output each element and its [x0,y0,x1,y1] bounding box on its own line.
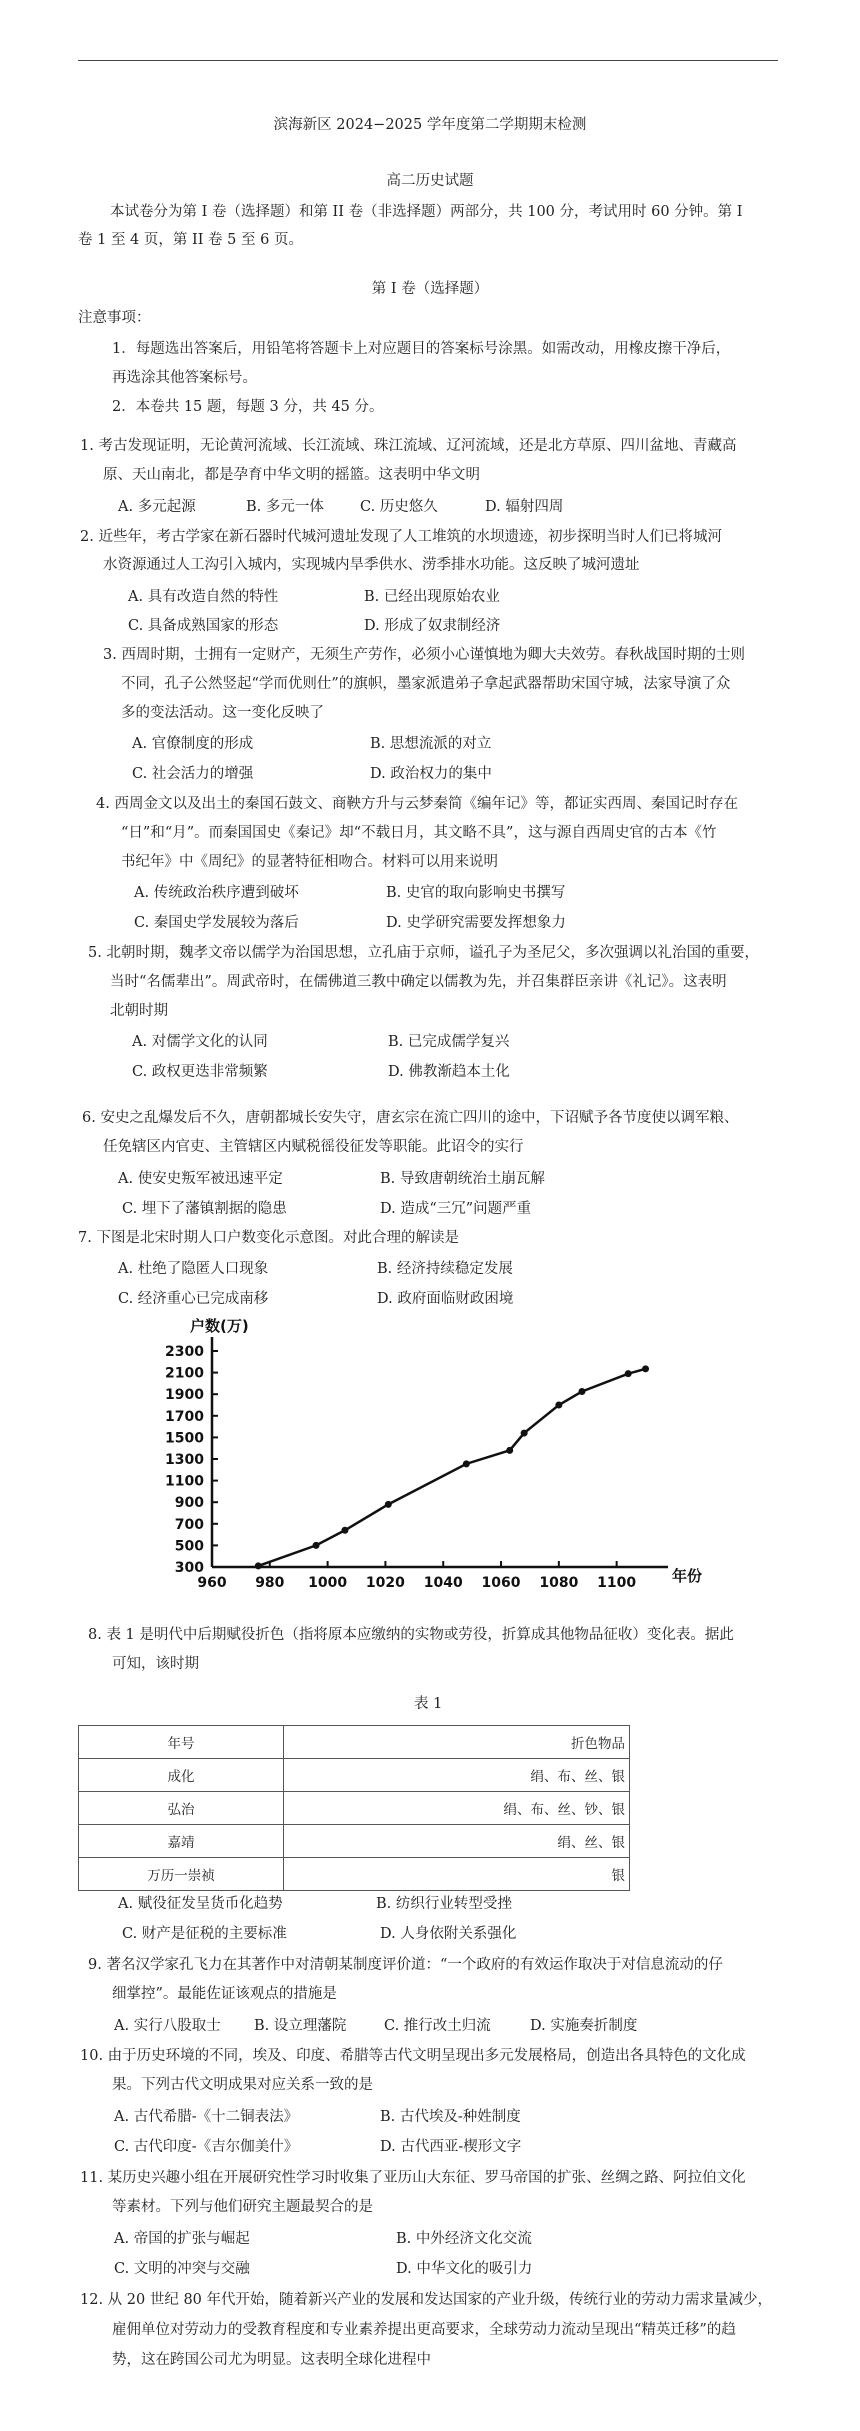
q1-option-d: D. 辐射四周 [485,499,564,515]
q3-stem-1: 3. 西周时期，士拥有一定财产，无须生产劳作，必须小心谨慎地为卿大夫效劳。春秋战国时期的士则 [103,647,745,663]
q3-option-c: C. 社会活力的增强 [132,766,254,782]
q10-stem-1: 10. 由于历史环境的不同，埃及、印度、希腊等古代文明呈现出多元发展格局，创造出各具特色的文化成 [80,2048,746,2064]
q6-stem-2: 任免辖区内官吏、主管辖区内赋税徭役征发等职能。此诏令的实行 [103,1139,524,1155]
q2-option-c: C. 具备成熟国家的形态 [128,618,279,634]
table-row [79,1759,630,1792]
q10-option-b: B. 古代埃及-种姓制度 [380,2109,521,2125]
q12-stem-2: 雇佣单位对劳动力的受教育程度和专业素养提出更高要求，全球劳动力流动呈现出“精英迁移”的趋 [112,2322,736,2338]
x-tick-label: 1040 [423,1575,463,1591]
q9-stem-1: 9. 著名汉学家孔飞力在其著作中对清朝某制度评价道：“一个政府的有效运作取决于对信息流动的仔 [88,1957,723,1973]
q11-stem-1: 11. 某历史兴趣小组在开展研究性学习时收集了亚历山大东征、罗马帝国的扩张、丝绸之路、阿拉伯文化 [80,2170,746,2186]
table-cell: 万历一崇祯 [79,1858,284,1891]
part-title: 第 I 卷（选择题） [371,281,489,297]
q5-stem-2: 当时“名儒辈出”。周武帝时，在儒佛道三教中确定以儒教为先，并召集群臣亲讲《礼记》。这表明 [110,974,727,990]
y-tick-label: 900 [174,1495,204,1512]
q10-option-a: A. 古代希腊-《十二铜表法》 [114,2109,299,2125]
q2-stem-2: 水资源通过人工沟引入城内，实现城内旱季供水、涝季排水功能。这反映了城河遗址 [103,557,640,573]
q7-option-b: B. 经济持续稳定发展 [377,1261,513,1277]
q8-option-d: D. 人身依附关系强化 [380,1926,517,1942]
notice-line-1: 1．每题选出答案后，用铅笔将答题卡上对应题目的答案标号涂黑。如需改动，用橡皮擦干净后， [112,341,731,357]
notice-line-3: 2．本卷共 15 题，每题 3 分，共 45 分。 [112,399,384,415]
table-cell: 绢、布、丝、钞、银 [284,1792,630,1825]
series-line [258,1369,645,1566]
q6-stem-1: 6. 安史之乱爆发后不久，唐朝都城长安失守，唐玄宗在流亡四川的途中，下诏赋予各节度使以调军粮、 [82,1110,739,1126]
y-tick-label: 300 [174,1560,204,1576]
q8-option-b: B. 纺织行业转型受挫 [376,1896,512,1912]
q8-option-c: C. 财产是征税的主要标准 [122,1926,287,1942]
data-point [506,1447,513,1454]
y-tick-label: 700 [174,1516,204,1533]
q9-option-b: B. 设立理藩院 [254,2018,347,2034]
table-row [79,1858,630,1891]
y-tick-label: 1900 [165,1387,204,1404]
population-chart [150,1315,710,1595]
exam-subtitle: 高二历史试题 [386,173,474,189]
y-tick-label: 2300 [165,1344,204,1360]
top-rule [78,60,778,61]
data-point [341,1527,348,1534]
q11-stem-2: 等素材。下列与他们研究主题最契合的是 [112,2199,373,2215]
data-point [555,1402,562,1409]
data-point [578,1388,585,1395]
intro-line-2: 卷 1 至 4 页，第 II 卷 5 至 6 页。 [78,232,303,248]
q4-option-a: A. 传统政治秩序遭到破坏 [134,885,299,901]
x-tick-label: 980 [255,1575,285,1591]
q5-option-a: A. 对儒学文化的认同 [132,1034,268,1050]
y-tick-label: 500 [174,1538,204,1555]
data-point [521,1430,528,1437]
q5-option-c: C. 政权更迭非常频繁 [132,1064,268,1080]
q10-option-c: C. 古代印度-《吉尔伽美什》 [114,2139,299,2155]
table-cell: 嘉靖 [79,1825,284,1858]
x-tick-label: 1000 [308,1575,348,1591]
q2-option-a: A. 具有改造自然的特性 [128,589,279,605]
data-point [625,1370,632,1377]
q10-stem-2: 果。下列古代文明成果对应关系一致的是 [112,2077,373,2093]
table-row [79,1792,630,1825]
x-tick-label: 1020 [365,1575,405,1591]
q2-option-d: D. 形成了奴隶制经济 [364,618,501,634]
notice-title: 注意事项： [78,310,151,326]
q7-option-d: D. 政府面临财政困境 [377,1291,514,1307]
table-header-cell: 年号 [79,1726,284,1759]
intro-line-1: 本试卷分为第 I 卷（选择题）和第 II 卷（非选择题）两部分，共 100 分，考试用时 60 分钟。第 I [110,204,743,220]
x-tick-label: 1080 [539,1575,579,1591]
q11-option-b: B. 中外经济文化交流 [396,2231,532,2247]
q5-stem-1: 5. 北朝时期，魏孝文帝以儒学为治国思想，立孔庙于京师，谥孔子为圣尼父，多次强调以礼治国的重要， [88,945,759,961]
q8-stem-2: 可知，该时期 [112,1656,199,1672]
q6-option-b: B. 导致唐朝统治土崩瓦解 [380,1171,545,1187]
x-tick-label: 1100 [597,1575,637,1591]
y-tick-label: 2100 [165,1365,204,1382]
q8-stem-1: 8. 表 1 是明代中后期赋役折色（指将原本应缴纳的实物或劳役，折算成其他物品征收）变化表。据此 [88,1627,734,1643]
q3-option-d: D. 政治权力的集中 [370,766,492,782]
q11-option-c: C. 文明的冲突与交融 [114,2261,250,2277]
q1-stem-1: 1. 考古发现证明，无论黄河流域、长江流域、珠江流域、辽河流域，还是北方草原、四川盆地、青藏高 [80,438,737,454]
notice-line-2: 再选涂其他答案标号。 [112,370,257,386]
q5-option-d: D. 佛教渐趋本土化 [388,1064,510,1080]
table-cell: 弘治 [79,1792,284,1825]
q7-option-c: C. 经济重心已完成南移 [118,1291,269,1307]
data-point [463,1460,470,1467]
q3-stem-2: 不同，孔子公然竖起“学而优则仕”的旗帜，墨家派遣弟子拿起武器帮助宋国守城，法家导演了众 [121,676,731,692]
table-cell: 银 [284,1858,630,1891]
y-tick-label: 1300 [165,1452,204,1468]
table-cell: 绢、丝、银 [284,1825,630,1858]
tax-table [78,1725,630,1891]
q1-option-a: A. 多元起源 [118,499,196,515]
exam-title: 滨海新区 2024−2025 学年度第二学期期末检测 [273,117,587,133]
table-caption: 表 1 [414,1696,443,1712]
q4-option-b: B. 史官的取向影响史书撰写 [386,885,566,901]
q1-option-c: C. 历史悠久 [360,499,438,515]
q3-stem-3: 多的变法活动。这一变化反映了 [121,705,324,721]
q7-option-a: A. 杜绝了隐匿人口现象 [118,1261,269,1277]
q6-option-d: D. 造成“三冗”问题严重 [380,1201,532,1217]
q9-option-d: D. 实施奏折制度 [530,2018,638,2034]
x-tick-label: 1060 [481,1575,521,1591]
q12-stem-3: 势，这在跨国公司尤为明显。这表明全球化进程中 [112,2352,431,2368]
x-axis-label: 年份 [672,1567,703,1585]
q11-option-d: D. 中华文化的吸引力 [396,2261,533,2277]
q5-option-b: B. 已完成儒学复兴 [388,1034,510,1050]
y-tick-label: 1100 [165,1473,204,1490]
y-tick-label: 1500 [165,1430,204,1447]
q10-option-d: D. 古代西亚-楔形文字 [380,2139,522,2155]
q3-option-b: B. 思想流派的对立 [370,736,492,752]
table-header-row [79,1726,630,1759]
q2-option-b: B. 已经出现原始农业 [364,589,500,605]
q12-stem-1: 12. 从 20 世纪 80 年代开始，随着新兴产业的发展和发达国家的产业升级，传统行业的劳动力需求量减少， [80,2292,773,2308]
q4-stem-3: 书纪年》中《周纪》的显著特征相吻合。材料可以用来说明 [121,854,498,870]
q4-option-c: C. 秦国史学发展较为落后 [134,915,299,931]
q4-option-d: D. 史学研究需要发挥想象力 [386,915,566,931]
q1-stem-2: 原、天山南北，都是孕育中华文明的摇篮。这表明中华文明 [103,467,480,483]
y-tick-label: 1700 [165,1408,204,1425]
x-tick-label: 960 [197,1575,227,1591]
data-point [255,1562,262,1569]
q6-option-c: C. 埋下了藩镇割据的隐患 [122,1201,287,1217]
q2-stem-1: 2. 近些年，考古学家在新石器时代城河遗址发现了人工堆筑的水坝遗迹，初步探明当时人们已将城河 [80,529,722,545]
table-header-cell: 折色物品 [284,1726,630,1759]
q5-stem-3: 北朝时期 [110,1003,168,1019]
y-axis-label: 户数(万) [190,1317,249,1335]
data-point [642,1365,649,1372]
q9-option-a: A. 实行八股取士 [114,2018,221,2034]
q4-stem-1: 4. 西周金文以及出土的秦国石鼓文、商鞅方升与云梦秦简《编年记》等，都证实西周、秦国记时存在 [96,796,738,812]
q6-option-a: A. 使安史叛军被迅速平定 [118,1171,283,1187]
q3-option-a: A. 官僚制度的形成 [132,736,254,752]
q7-stem-1: 7. 下图是北宋时期人口户数变化示意图。对此合理的解读是 [78,1230,459,1246]
table-cell: 成化 [79,1759,284,1792]
data-point [385,1501,392,1508]
q9-stem-2: 细掌控”。最能佐证该观点的措施是 [112,1986,337,2002]
table-cell: 绢、布、丝、银 [284,1759,630,1792]
q8-option-a: A. 赋役征发呈货币化趋势 [118,1896,283,1912]
q4-stem-2: “日”和“月”。而秦国国史《秦记》却“不载日月，其文略不具”，这与源自西周史官的古本《竹 [121,825,717,841]
data-point [313,1542,320,1549]
q1-option-b: B. 多元一体 [246,499,324,515]
q9-option-c: C. 推行改土归流 [384,2018,491,2034]
q11-option-a: A. 帝国的扩张与崛起 [114,2231,250,2247]
table-row [79,1825,630,1858]
